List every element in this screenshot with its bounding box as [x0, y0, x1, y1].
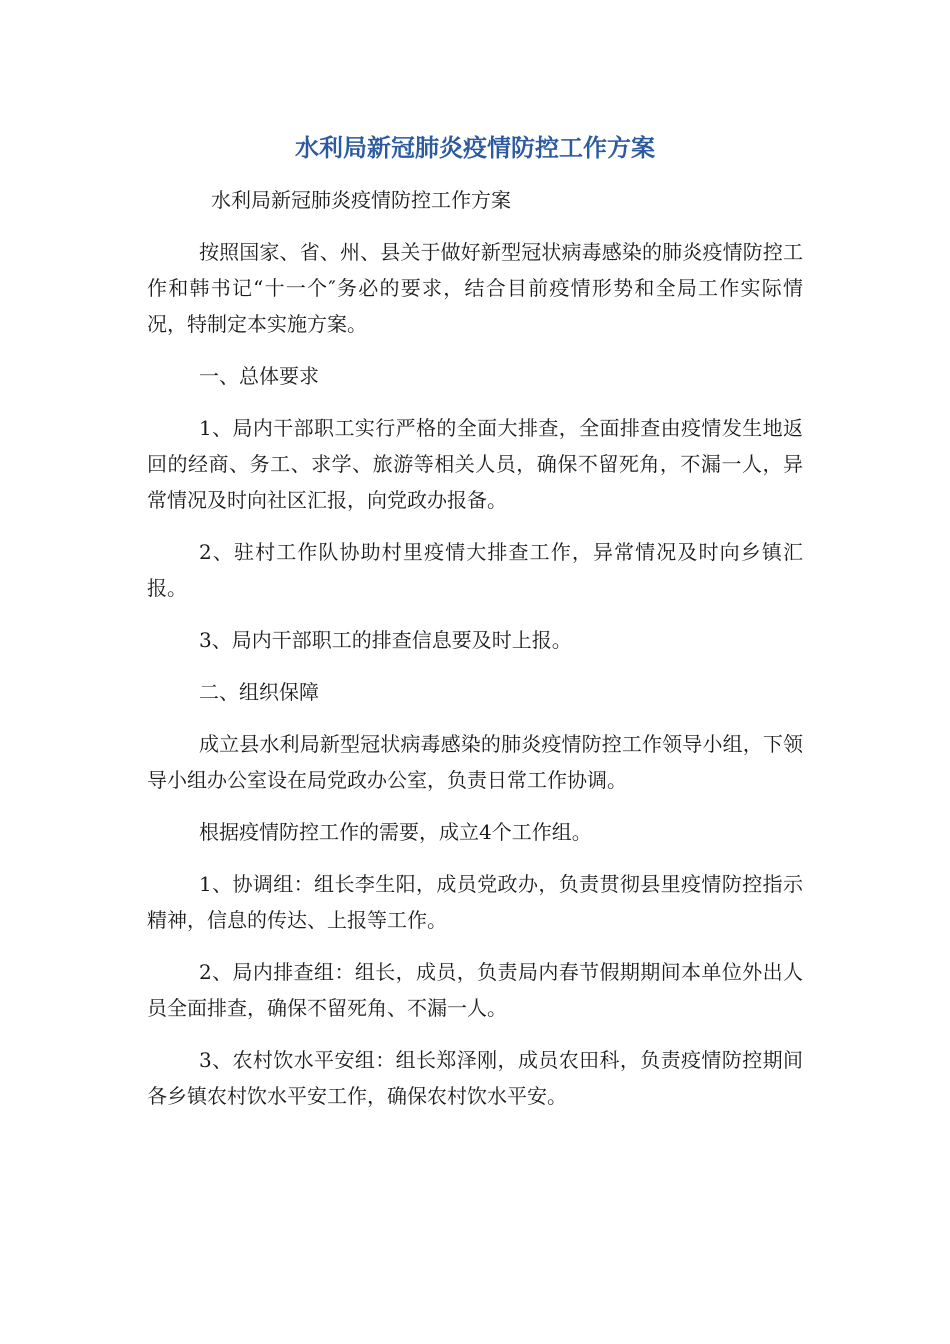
paragraph-group-water-safety: 3、农村饮水平安组：组长郑泽刚，成员农田科，负责疫情防控期间各乡镇农村饮水平安工作，确保农村饮水平安。 — [147, 1048, 803, 1108]
paragraph-leading-group: 成立县水利局新型冠状病毒感染的肺炎疫情防控工作领导小组，下领导小组办公室设在局党政办公室，负责日常工作协调。 — [147, 732, 803, 792]
document-subtitle: 水利局新冠肺炎疫情防控工作方案 — [211, 188, 511, 212]
section-heading-general-requirements: 一、总体要求 — [199, 364, 319, 388]
paragraph-requirement-1: 1、局内干部职工实行严格的全面大排查，全面排查由疫情发生地返回的经商、务工、求学、旅游等相关人员，确保不留死角，不漏一人，异常情况及时向社区汇报，向党政办报备。 — [147, 416, 803, 512]
paragraph-group-coordination: 1、协调组：组长李生阳，成员党政办，负责贯彻县里疫情防控指示精神，信息的传达、上报等工作。 — [147, 872, 803, 932]
paragraph-intro: 按照国家、省、州、县关于做好新型冠状病毒感染的肺炎疫情防控工作和韩书记“十一个″务必的要求，结合目前疫情形势和全局工作实际情况，特制定本实施方案。 — [147, 240, 803, 336]
paragraph-group-inspection: 2、局内排查组：组长，成员，负责局内春节假期期间本单位外出人员全面排查，确保不留死角、不漏一人。 — [147, 960, 803, 1020]
paragraph-requirement-3: 3、局内干部职工的排查信息要及时上报。 — [199, 628, 572, 652]
document-body — [147, 182, 803, 1130]
paragraph-requirement-2: 2、驻村工作队协助村里疫情大排查工作，异常情况及时向乡镇汇报。 — [147, 540, 803, 600]
paragraph-work-groups: 根据疫情防控工作的需要，成立4个工作组。 — [199, 820, 592, 844]
section-heading-organization: 二、组织保障 — [199, 680, 319, 704]
document-title: 水利局新冠肺炎疫情防控工作方案 — [295, 134, 655, 162]
